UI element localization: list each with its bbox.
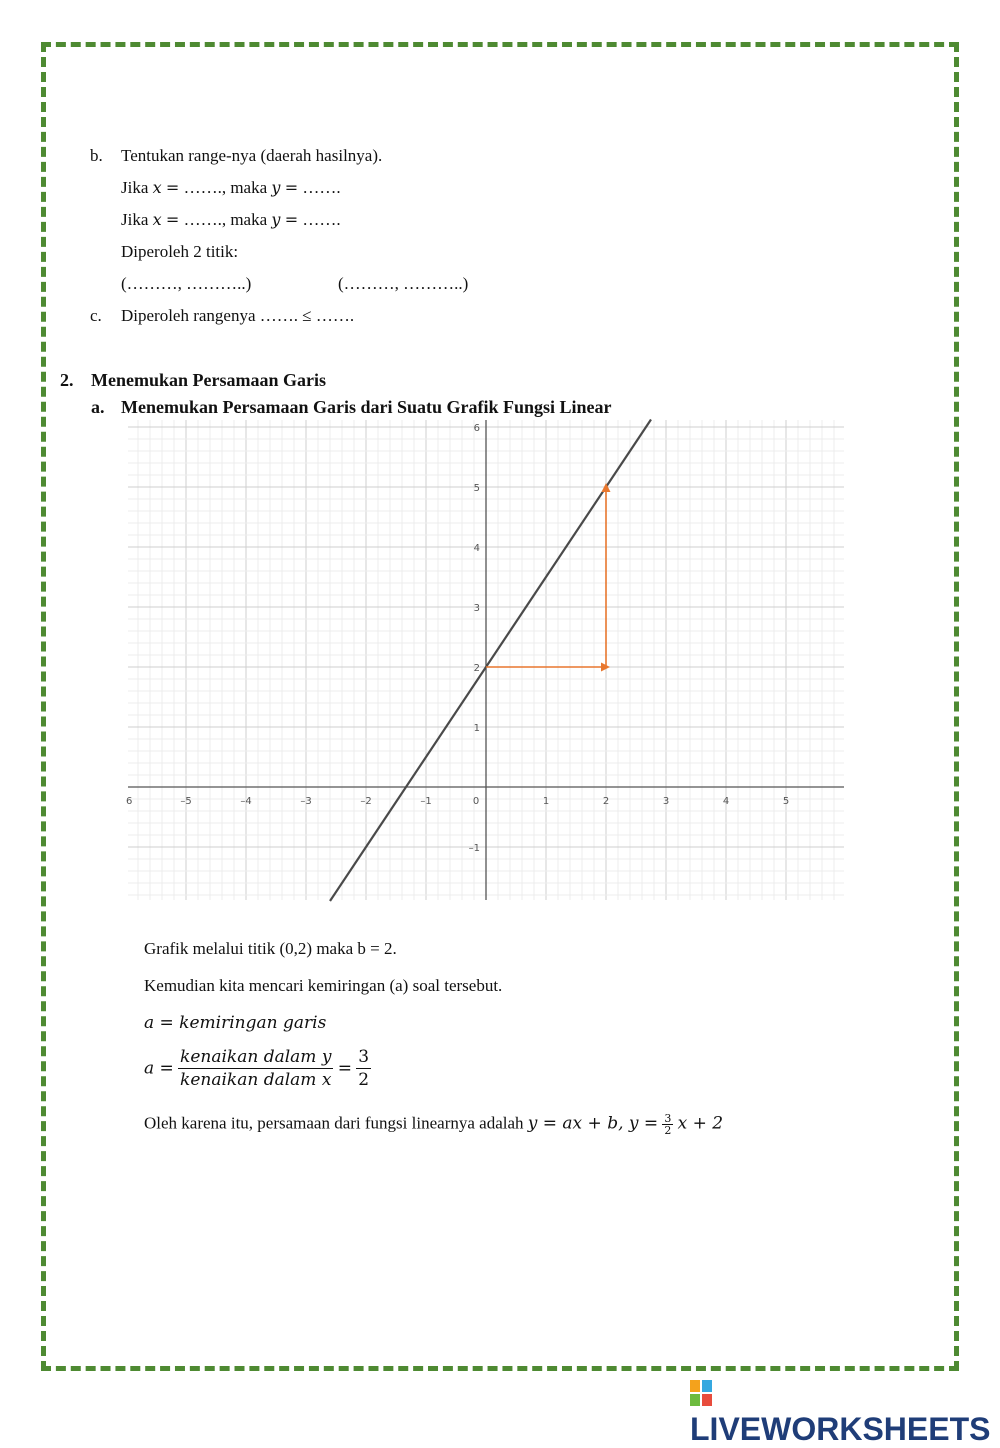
points-label: Diperoleh 2 titik: — [121, 242, 239, 261]
y-tick-label: 6 — [473, 423, 480, 434]
liveworksheets-logo-icon — [690, 1380, 712, 1406]
y-tick-label: 5 — [473, 483, 480, 494]
section-number: 2. — [60, 370, 74, 390]
x-tick-label: –3 — [300, 796, 312, 807]
part-b-line1: Jika x = ……., maka y = ……. — [121, 178, 341, 197]
y-tick-label: 3 — [473, 603, 480, 614]
y-tick-label: –1 — [468, 843, 480, 854]
x-tick-label: 1 — [542, 796, 550, 807]
subsection-title: Menemukan Persamaan Garis dari Suatu Grafik Fungsi Linear — [121, 397, 612, 417]
conclusion: Oleh karena itu, persamaan dari fungsi linearnya adalah y = ax + b, y = $\frac{3}{2}$ x + 2 — [144, 1112, 724, 1137]
explanation-line2: Kemudian kita mencari kemiringan (a) soal tersebut. — [144, 976, 503, 995]
x-tick-label: 4 — [722, 796, 730, 807]
part-b-title: Tentukan range-nya (daerah hasilnya). — [121, 146, 383, 165]
x-tick-label: 5 — [782, 796, 790, 807]
point1-blank[interactable]: (………, ………..) — [121, 274, 252, 293]
answer-blank[interactable]: ……., — [183, 178, 227, 197]
part-c-marker: c. — [90, 306, 102, 325]
linear-function-graph — [128, 420, 844, 900]
x-tick-label: –1 — [420, 796, 432, 807]
y-tick-label: 1 — [473, 723, 480, 734]
x-tick-label: 2 — [602, 796, 610, 807]
answer-blank[interactable]: ……. — [302, 210, 341, 229]
subsection-marker: a. — [91, 397, 105, 417]
y-tick-label: 2 — [473, 663, 480, 674]
y-tick-label: 4 — [473, 543, 480, 554]
point2-blank[interactable]: (………, ………..) — [338, 274, 469, 293]
x-tick-label: –2 — [360, 796, 372, 807]
slope-definition: a = kemiringan garis — [144, 1013, 327, 1033]
liveworksheets-logo[interactable]: LIVEWORKSHEETS — [690, 1374, 1000, 1448]
part-b-line2: Jika x = ……., maka y = ……. — [121, 210, 341, 229]
part-b-marker: b. — [90, 146, 103, 165]
part-c-text[interactable]: Diperoleh rangenya ……. ≤ ……. — [121, 306, 355, 325]
x-tick-label: –4 — [240, 796, 252, 807]
answer-blank[interactable]: ……., — [183, 210, 227, 229]
explanation-line1: Grafik melalui titik (0,2) maka b = 2. — [144, 939, 397, 958]
x-tick-label: 3 — [662, 796, 670, 807]
x-tick-label: 0 — [472, 796, 480, 807]
slope-fraction: a = $\frac{\text{kenaikan dalam y}}{\text{kenaikan dalam x}}$ = $\frac{3}{2}$ — [144, 1047, 370, 1090]
x-tick-label: 6 — [126, 796, 133, 807]
x-tick-label: –5 — [180, 796, 192, 807]
answer-blank[interactable]: ……. — [302, 178, 341, 197]
section-title: Menemukan Persamaan Garis — [91, 370, 326, 390]
